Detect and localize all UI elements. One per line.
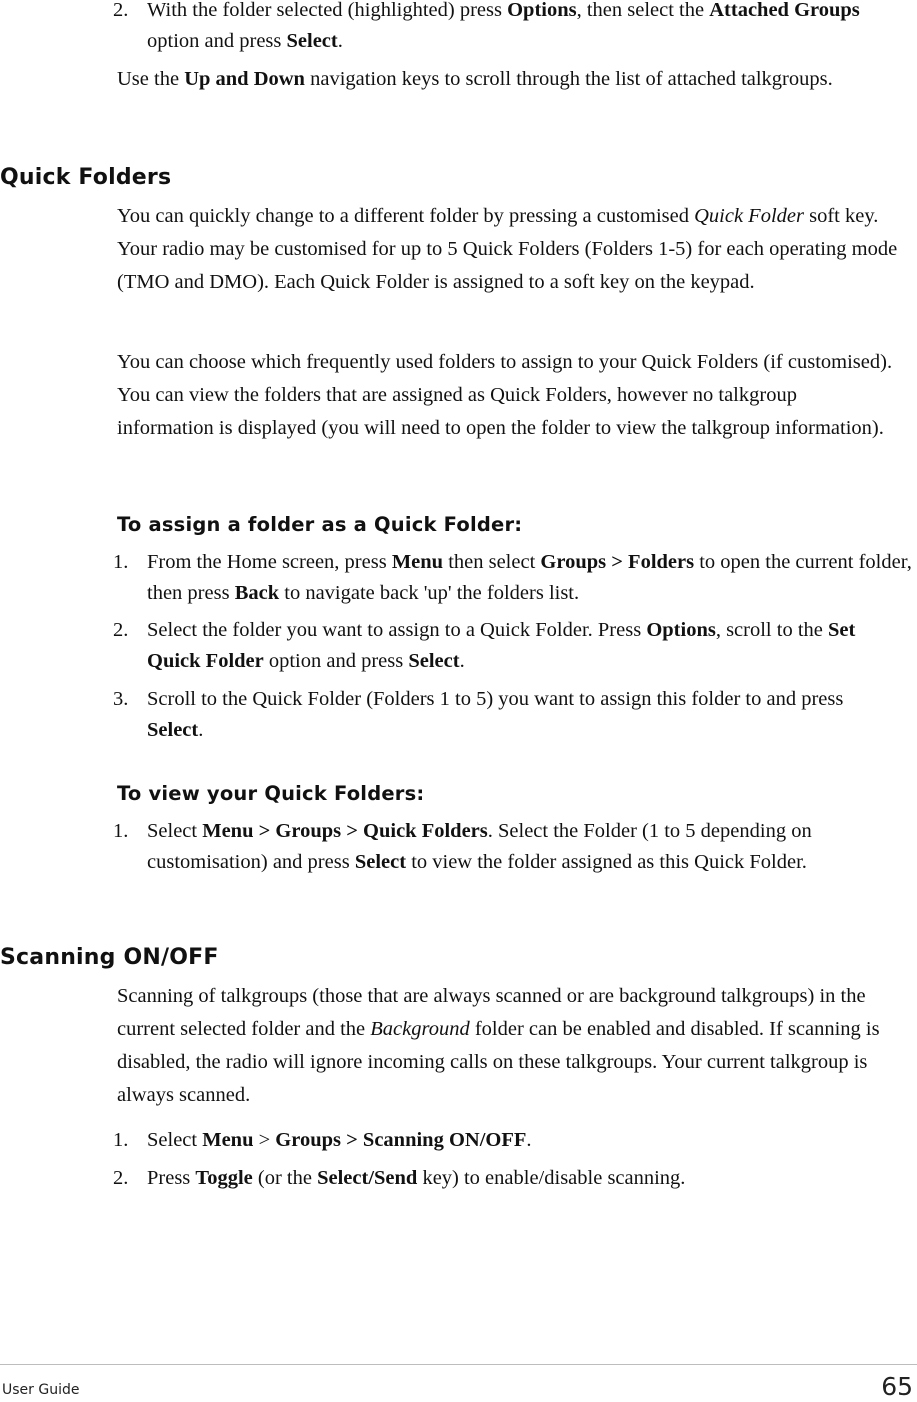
scanning-step-1 [113, 1125, 913, 1156]
assign-quick-folder-heading: To assign a folder as a Quick Folder: [117, 513, 523, 536]
footer-divider [0, 1364, 917, 1365]
step-number: 3. [113, 688, 129, 710]
assign-step-2 [113, 615, 913, 677]
step-text: Select Menu > Groups > Scanning ON/OFF. [147, 1129, 532, 1151]
quick-folders-assign-paragraph: You can choose which frequently used folders to assign to your Quick Folders (if customised). You can view the folders that are assigned as Quick Folders, however no talkgroup information is displayed (you will need to open the folder to view the talkgroup information). [117, 351, 893, 439]
step-number: 1. [113, 820, 129, 842]
attached-groups-step [113, 0, 913, 57]
step-number: 2. [113, 619, 129, 641]
quick-folders-intro-paragraph: You can quickly change to a different folder by pressing a customised Quick Folder soft key. Your radio may be customised for up to 5 Quick Folders (Folders 1-5) for each operating mode (TMO and DMO). Each Quick Folder is assigned to a soft key on the keypad. [117, 205, 898, 293]
step-number: 2. [113, 0, 129, 21]
step-text: From the Home screen, press Menu then select Groups > Folders to open the current folder, then press Back to navigate back 'up' the folders list. [147, 551, 912, 604]
assign-step-3 [113, 684, 903, 746]
view-step-1 [113, 816, 903, 878]
step-text: Scroll to the Quick Folder (Folders 1 to 5) you want to assign this folder to and press Select. [147, 688, 844, 741]
quick-folders-heading: Quick Folders [0, 165, 172, 190]
scanning-paragraph: Scanning of talkgroups (those that are always scanned or are background talkgroups) in the current selected folder and the Background folder can be enabled and disabled. If scanning is disabled, the radio will ignore incoming calls on these talkgroups. Your current talkgroup is always scanned. [117, 985, 880, 1106]
assign-step-1 [113, 547, 913, 609]
footer-label: User Guide [2, 1382, 80, 1398]
step-text: Select Menu > Groups > Quick Folders. Select the Folder (1 to 5 depending on customisation) and press Select to view the folder assigned as this Quick Folder. [147, 820, 812, 873]
scanning-step-2 [113, 1163, 913, 1194]
step-number: 2. [113, 1167, 129, 1189]
step-number: 1. [113, 1129, 129, 1151]
scanning-heading: Scanning ON/OFF [0, 945, 219, 970]
step-text: With the folder selected (highlighted) press Options, then select the Attached Groups option and press Select. [147, 0, 860, 52]
step-number: 1. [113, 551, 129, 573]
scroll-attached-paragraph: Use the Up and Down navigation keys to scroll through the list of attached talkgroups. [117, 68, 833, 90]
view-quick-folders-heading: To view your Quick Folders: [117, 782, 425, 805]
step-text: Select the folder you want to assign to a Quick Folder. Press Options, scroll to the Set Quick Folder option and press Select. [147, 619, 856, 672]
page-number: 65 [881, 1372, 913, 1401]
step-text: Press Toggle (or the Select/Send key) to enable/disable scanning. [147, 1167, 686, 1189]
